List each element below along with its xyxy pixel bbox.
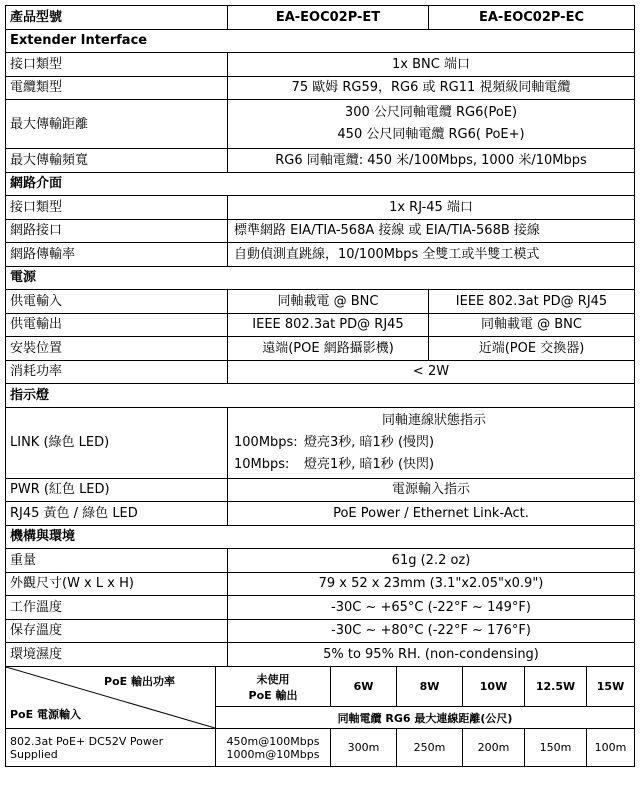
row-value: 標準網路 EIA/TIA-568A 接線 或 EIA/TIA-568B 接線 — [228, 219, 635, 243]
unused-dist-line: 450m@100Mbps — [226, 734, 320, 748]
spec-row — [6, 53, 635, 77]
row-label: 電纜類型 — [6, 76, 228, 100]
row-value: 自動偵測直跳線，10/100Mbps 全雙工或半雙工模式 — [228, 243, 635, 267]
input-label: PoE 電源輸入 — [10, 708, 81, 721]
row-label: 保存溫度 — [6, 619, 228, 643]
link-10-line — [234, 454, 634, 476]
row-label: 安裝位置 — [6, 337, 228, 361]
spec-row — [6, 196, 635, 220]
spec-table — [5, 5, 635, 667]
section-row — [6, 172, 635, 196]
model-ec: EA-EOC02P-EC — [429, 6, 635, 30]
row-label: 最大傳輸頻寬 — [6, 149, 228, 173]
power-6w: 6W — [331, 667, 397, 707]
row-label: 802.3at PoE+ DC52V Power Supplied — [6, 729, 216, 767]
spec-row — [6, 290, 635, 314]
row-value — [228, 100, 635, 149]
header-label: 產品型號 — [6, 6, 228, 30]
section-row — [6, 266, 635, 290]
unused-poe-cell — [216, 667, 331, 707]
spec-row — [6, 407, 635, 478]
row-label: 供電輸出 — [6, 313, 228, 337]
row-value: 5% to 95% RH. (non-condensing) — [228, 643, 635, 667]
spec-row — [6, 337, 635, 361]
unused-dist-line: 1000m@10Mbps — [226, 747, 320, 761]
row-label: 工作溫度 — [6, 596, 228, 620]
power-15w: 15W — [587, 667, 635, 707]
section-network: 網路介面 — [6, 172, 635, 196]
power-10w: 10W — [463, 667, 525, 707]
power-8w: 8W — [397, 667, 463, 707]
spec-row — [6, 313, 635, 337]
row-value: PoE Power / Ethernet Link-Act. — [228, 502, 635, 526]
row-label: LINK (綠色 LED) — [6, 407, 228, 478]
model-et: EA-EOC02P-ET — [228, 6, 429, 30]
section-power: 電源 — [6, 266, 635, 290]
row-value: 61g (2.2 oz) — [228, 549, 635, 573]
power-12-5w: 12.5W — [525, 667, 587, 707]
row-value: 79 x 52 x 23mm (3.1"x2.05"x0.9") — [228, 572, 635, 596]
spec-row — [6, 572, 635, 596]
unused-line: 未使用 — [256, 672, 290, 686]
link-100-desc: 燈亮3秒, 暗1秒 (慢閃) — [304, 434, 435, 450]
link-10-speed: 10Mbps: — [234, 456, 290, 472]
unused-distance-cell — [216, 729, 331, 767]
distance-6w: 300m — [331, 729, 397, 767]
row-value: < 2W — [228, 360, 635, 384]
row-value: -30C ~ +80°C (-22°F ~ 176°F) — [228, 619, 635, 643]
row-label: 接口類型 — [6, 196, 228, 220]
section-extender: Extender Interface — [6, 29, 635, 53]
distance-12-5w: 150m — [525, 729, 587, 767]
row-value: -30C ~ +65°C (-22°F ~ 149°F) — [228, 596, 635, 620]
row-value-et: 遠端(POE 網路攝影機) — [228, 337, 429, 361]
section-row — [6, 525, 635, 549]
row-label: 接口類型 — [6, 53, 228, 77]
row-value-et: IEEE 802.3at PD@ RJ45 — [228, 313, 429, 337]
link-100-line — [234, 432, 634, 454]
row-label: PWR (紅色 LED) — [6, 478, 228, 502]
poe-distance-table — [5, 666, 635, 767]
spec-row — [6, 502, 635, 526]
poe-header-row — [6, 667, 635, 707]
row-label: 網路傳輸率 — [6, 243, 228, 267]
value-line: 450 公尺同軸電纜 RG6( PoE+) — [337, 127, 525, 142]
unused-line: PoE 輸出 — [248, 688, 298, 702]
spec-row — [6, 360, 635, 384]
row-value-ec: 同軸載電 @ BNC — [429, 313, 635, 337]
row-value: RG6 同軸電纜: 450 米/100Mbps, 1000 米/10Mbps — [228, 149, 635, 173]
poe-data-row — [6, 729, 635, 767]
distance-15w: 100m — [587, 729, 635, 767]
row-label: 最大傳輸距離 — [6, 100, 228, 149]
section-indicators: 指示燈 — [6, 384, 635, 408]
distance-10w: 200m — [463, 729, 525, 767]
row-value: 75 歐姆 RG59，RG6 或 RG11 視頻級同軸電纜 — [228, 76, 635, 100]
section-row — [6, 29, 635, 53]
row-value — [228, 407, 635, 478]
row-label: 環境濕度 — [6, 643, 228, 667]
row-value-ec: 近端(POE 交換器) — [429, 337, 635, 361]
spec-row — [6, 643, 635, 667]
row-label: 消耗功率 — [6, 360, 228, 384]
spec-row — [6, 149, 635, 173]
distance-caption: 同軸電纜 RG6 最大連線距離(公尺) — [216, 707, 635, 729]
spec-row — [6, 100, 635, 149]
row-value-ec: IEEE 802.3at PD@ RJ45 — [429, 290, 635, 314]
row-label: RJ45 黃色 / 綠色 LED — [6, 502, 228, 526]
value-line: 300 公尺同軸電纜 RG6(PoE) — [344, 105, 518, 120]
row-label: 重量 — [6, 549, 228, 573]
link-100-speed: 100Mbps: — [234, 434, 298, 450]
spec-row — [6, 478, 635, 502]
corner-cell — [6, 667, 216, 729]
row-label: 供電輸入 — [6, 290, 228, 314]
spec-row — [6, 219, 635, 243]
header-row — [6, 6, 635, 30]
row-value-et: 同軸載電 @ BNC — [228, 290, 429, 314]
section-row — [6, 384, 635, 408]
section-mechanical: 機構與環境 — [6, 525, 635, 549]
link-10-desc: 燈亮1秒, 暗1秒 (快閃) — [304, 456, 435, 472]
row-value: 1x BNC 端口 — [228, 53, 635, 77]
row-label: 外觀尺寸(W x L x H) — [6, 572, 228, 596]
distance-8w: 250m — [397, 729, 463, 767]
row-label: 網路接口 — [6, 219, 228, 243]
link-title: 同軸連線狀態指示 — [381, 412, 486, 428]
spec-row — [6, 243, 635, 267]
spec-row — [6, 596, 635, 620]
row-value: 電源輸入指示 — [228, 478, 635, 502]
spec-row — [6, 549, 635, 573]
row-value: 1x RJ-45 端口 — [228, 196, 635, 220]
spec-row — [6, 76, 635, 100]
output-power-label: PoE 輸出功率 — [104, 675, 175, 688]
spec-row — [6, 619, 635, 643]
